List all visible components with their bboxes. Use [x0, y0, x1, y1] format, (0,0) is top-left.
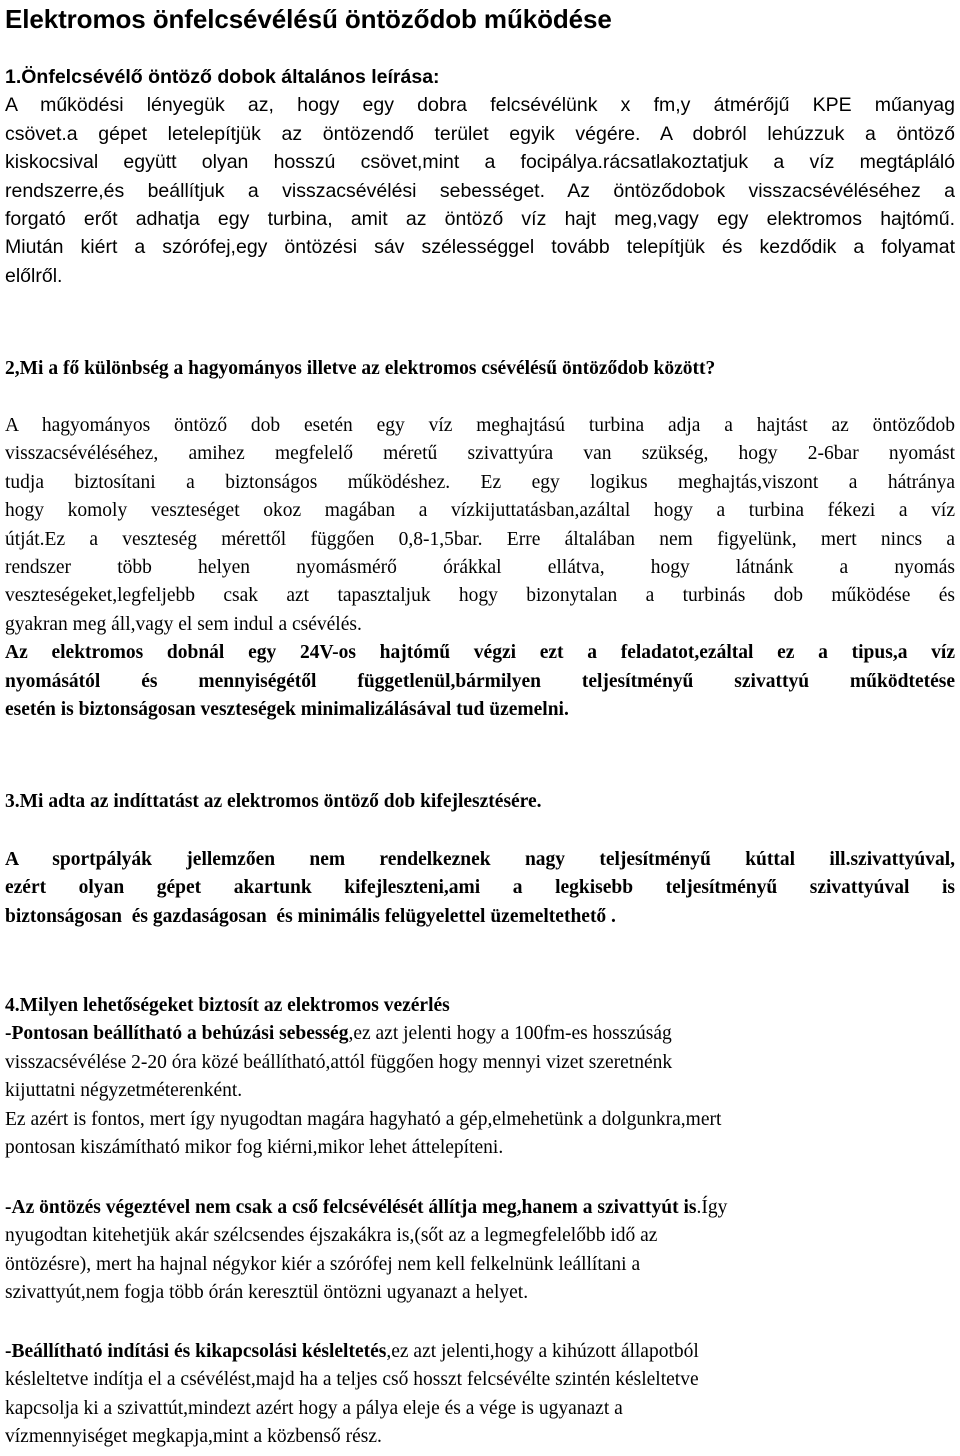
section-2-line: visszacsévéléséhez, amihez megfelelő méretű szivattyúra van szükség, hogy 2-6bar nyomást: [5, 443, 955, 465]
section-3-body: [5, 846, 955, 931]
section-1-line: rendszerre,és beállítjuk a visszacsévélési sebességet. Az öntöződobok visszacsévéléséhez a: [5, 179, 955, 202]
section-4-p1-rest: ,ez azt jelenti hogy a 100fm-es hosszúság: [348, 1023, 672, 1045]
section-4-p1-line: pontosan kiszámítható mikor fog kiérni,mikor lehet áttelepíteni.: [5, 1137, 504, 1159]
section-1-line: előlről.: [5, 264, 63, 287]
section-4-p1-line: visszacsévélése 2-20 óra közé beállítható,attól függően hogy mennyi vizet szeretnénk: [5, 1051, 673, 1073]
section-1: [5, 63, 955, 290]
section-4-p3-bold: -Beállítható indítási és kikapcsolási késleltetés: [5, 1341, 387, 1362]
section-2-bold-line: nyomásától és mennyiségétől függetlenül,bármilyen teljesítményű szivattyú működtetése: [5, 670, 955, 692]
page-title: Elektromos önfelcsévélésű öntöződob működése: [5, 4, 612, 34]
section-4-p1-line: kijuttatni négyzetméterenként.: [5, 1080, 243, 1102]
section-4-p2-line: nyugodtan kitehetjük akár szélcsendes éjszakákra is,(sőt az a legmegfelelőbb idő az: [5, 1225, 658, 1247]
section-4-p3-first-line: [5, 1338, 955, 1366]
section-1-line: kiskocsival együtt olyan hosszú csövet,mint a focipálya.rácsatlakoztatjuk a víz megtápláló: [5, 151, 955, 174]
section-4-p2-bold: -Az öntözés végeztével nem csak a cső felcsévélését állítja meg,hanem a szivattyút is: [5, 1197, 697, 1218]
section-2-line: rendszer több helyen nyomásmérő órákkal ellátva, hogy látnánk a nyomás: [5, 557, 955, 579]
section-1-heading: 1.Önfelcsévélő öntöző dobok általános leírása:: [5, 66, 440, 88]
section-4-p2: [5, 1194, 955, 1308]
section-3-heading: 3.Mi adta az indíttatást az elektromos öntöző dob kifejlesztésére.: [5, 791, 542, 812]
section-3-bold-line: A sportpályák jellemzően nem rendelkeznek nagy teljesítményű kúttal ill.szivattyúval,: [5, 849, 955, 870]
section-4: [5, 992, 955, 1162]
section-1-line: A működési lényegük az, hogy egy dobra felcsévélünk x fm,y átmérőjű KPE műanyag: [5, 94, 955, 117]
section-2-line: hogy komoly veszteséget okoz magában a vízkijuttatásban,azáltal hogy a turbina fékezi a víz: [5, 500, 955, 522]
section-4-p1-first-line: [5, 1020, 955, 1048]
section-4-heading: 4.Milyen lehetőségeket biztosít az elektromos vezérlés: [5, 995, 450, 1016]
section-3: [5, 788, 955, 816]
section-4-p2-first-line: [5, 1194, 955, 1222]
section-3-bold-line: biztonságosan és gazdaságosan és minimális felügyelettel üzemeltethető .: [5, 905, 616, 927]
section-4-p3-line: késleltetve indítja el a csévélést,majd ha a teljes cső hosszt felcsévélte szintén késleltetve: [5, 1369, 699, 1391]
section-2-line: útját.Ez a veszteség mérettől függően 0,8-1,5bar. Erre általában nem figyelünk, mert nincs a: [5, 528, 955, 550]
section-4-p3-rest: ,ez azt jelenti,hogy a kihúzott állapotból: [386, 1341, 699, 1362]
section-3-bold-line: ezért olyan gépet akartunk kifejleszteni,ami a legkisebb teljesítményű szivattyúval is: [5, 877, 955, 899]
section-4-p3: [5, 1338, 955, 1452]
section-1-line: Miután kiért a szórófej,egy öntözési sáv szélességgel tovább telepítjük és kezdődik a folyamat: [5, 236, 955, 259]
section-2-line: veszteségeket,legfeljebb csak azt tapasztaljuk hogy bizonytalan a turbinás dob működése és: [5, 585, 955, 607]
section-4-p2-line: öntözésre), mert ha hajnal négykor kiér a szórófej nem kell felkelnünk leállítani a: [5, 1253, 641, 1275]
section-2-heading: 2,Mi a fő különbség a hagyományos illetve az elektromos csévélésű öntöződob között?: [5, 358, 716, 379]
section-4-p1-line: Ez azért is fontos, mert így nyugodtan magára hagyható a gép,elmehetünk a dolgunkra,mert: [5, 1108, 722, 1130]
section-2-line: gyakran meg áll,vagy el sem indul a csévélés.: [5, 613, 362, 635]
section-4-p3-line: kapcsolja ki a szivattút,mindezt azért hogy a pálya eleje és a vége is ugyanazt a: [5, 1397, 623, 1419]
section-2-line: tudja biztosítani a biztonságos működéshez. Ez egy logikus meghajtás,viszont a hátránya: [5, 471, 955, 493]
section-2-bold-line: esetén is biztonságosan veszteségek minimalizálásával tud üzemelni.: [5, 699, 569, 721]
section-2-bold-line: Az elektromos dobnál egy 24V-os hajtómű végzi ezt a feladatot,ezáltal ez a tipus,a víz: [5, 642, 955, 664]
section-4-p3-line: vízmennyiséget megkapja,mint a közbenső rész.: [5, 1426, 382, 1448]
section-2-body: [5, 412, 955, 724]
section-4-p2-line: szivattyút,nem fogja több órán keresztül öntözni ugyanazt a helyet.: [5, 1282, 529, 1304]
section-4-p1-bold: -Pontosan beállítható a behúzási sebesség: [5, 1023, 349, 1045]
section-2-line: A hagyományos öntöző dob esetén egy víz meghajtású turbina adja a hajtást az öntöződob: [5, 415, 955, 436]
section-4-p2-rest: .Így: [696, 1197, 728, 1218]
section-1-line: forgató erőt adhatja egy turbina, amit az öntöző víz hajt meg,vagy egy elektromos hajtómű.: [5, 208, 955, 231]
section-1-line: csövet.a gépet letelepítjük az öntözendő terület egyik végére. A dobról lehúzzuk a öntöző: [5, 122, 955, 145]
section-2: [5, 355, 955, 383]
